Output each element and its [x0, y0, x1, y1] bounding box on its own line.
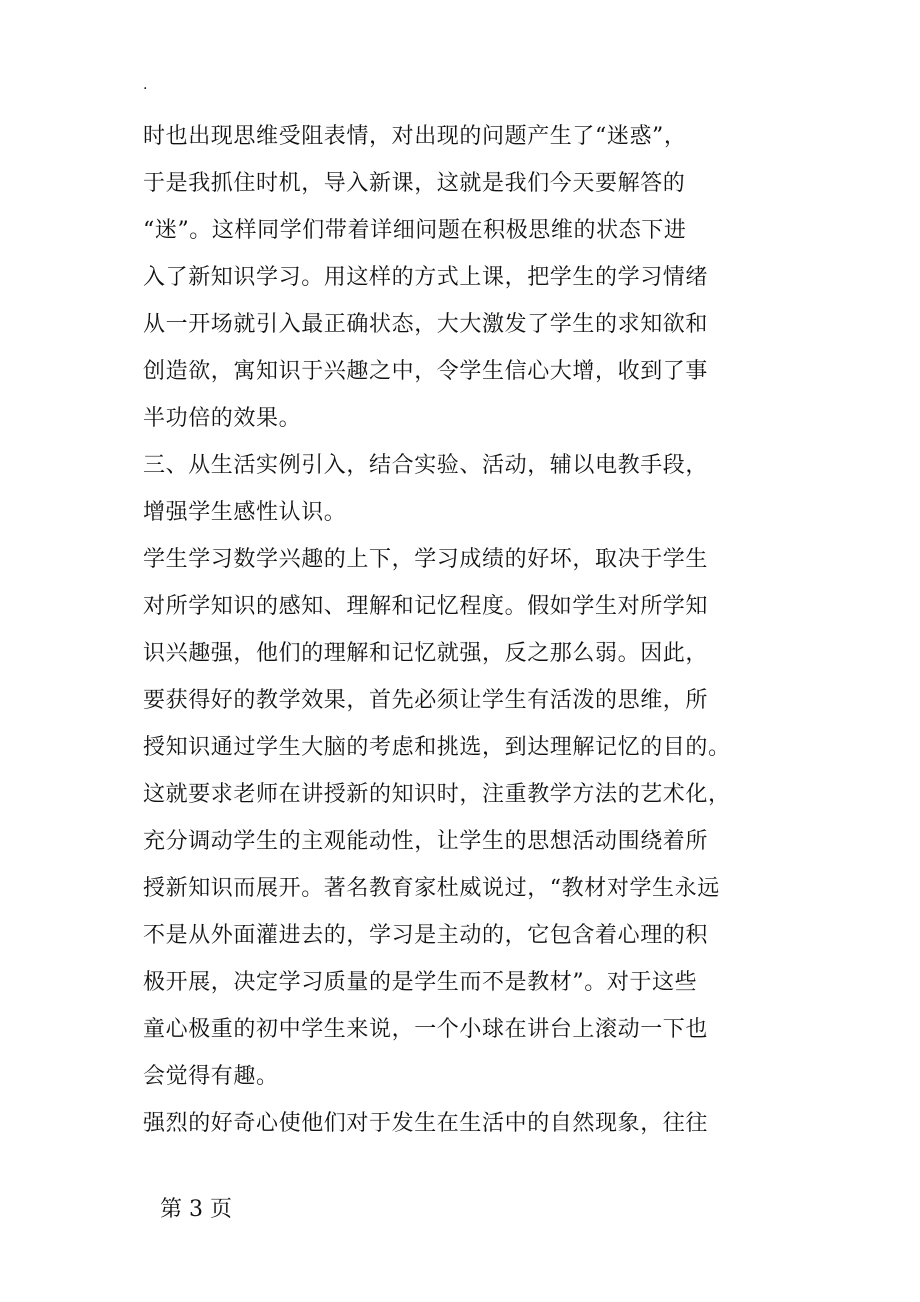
text-line: 从一开场就引入最正确状态，大大激发了学生的求知欲和	[143, 312, 709, 337]
text-line: 于是我抓住时机，导入新课，这就是我们今天要解答的	[143, 171, 686, 196]
text-line: 强烈的好奇心使他们对于发生在生活中的自然现象，往往	[143, 1111, 709, 1136]
text-line: 授新知识而展开。著名教育家杜威说过，“教材对学生永远	[143, 876, 720, 901]
text-line: 学生学习数学兴趣的上下，学习成绩的好坏，取决于学生	[143, 547, 709, 572]
text-line: 不是从外面灌进去的，学习是主动的，它包含着心理的积	[143, 923, 709, 948]
text-line: 半功倍的效果。	[143, 406, 302, 431]
text-line: 充分调动学生的主观能动性，让学生的思想活动围绕着所	[143, 829, 709, 854]
page-number: 第 3 页	[160, 1197, 232, 1222]
section-heading-line: 三、从生活实例引入，结合实验、活动，辅以电教手段，	[143, 453, 709, 478]
text-line: 识兴趣强，他们的理解和记忆就强，反之那么弱。因此，	[143, 641, 709, 666]
text-line: 极开展，决定学习质量的是学生而不是教材”。对于这些	[143, 970, 698, 995]
text-line: 对所学知识的感知、理解和记忆程度。假如学生对所学知	[143, 594, 709, 619]
text-line: 时也出现思维受阻表情，对出现的问题产生了“迷惑”，	[143, 124, 687, 149]
text-line: 童心极重的初中学生来说，一个小球在讲台上滚动一下也	[143, 1017, 709, 1042]
text-line: 授知识通过学生大脑的考虑和挑选，到达理解记忆的目的。	[143, 735, 731, 760]
text-line: 要获得好的教学效果，首先必须让学生有活泼的思维，所	[143, 688, 709, 713]
text-line: 创造欲，寓知识于兴趣之中，令学生信心大增，收到了事	[143, 359, 709, 384]
text-line: 入了新知识学习。用这样的方式上课，把学生的学习情绪	[143, 265, 709, 290]
section-heading-line: 增强学生感性认识。	[143, 500, 347, 525]
text-line: 会觉得有趣。	[143, 1064, 279, 1089]
text-line: 这就要求老师在讲授新的知识时，注重教学方法的艺术化，	[143, 782, 731, 807]
text-line: “迷”。这样同学们带着详细问题在积极思维的状态下进	[143, 218, 687, 243]
header-dot: .	[143, 77, 148, 93]
